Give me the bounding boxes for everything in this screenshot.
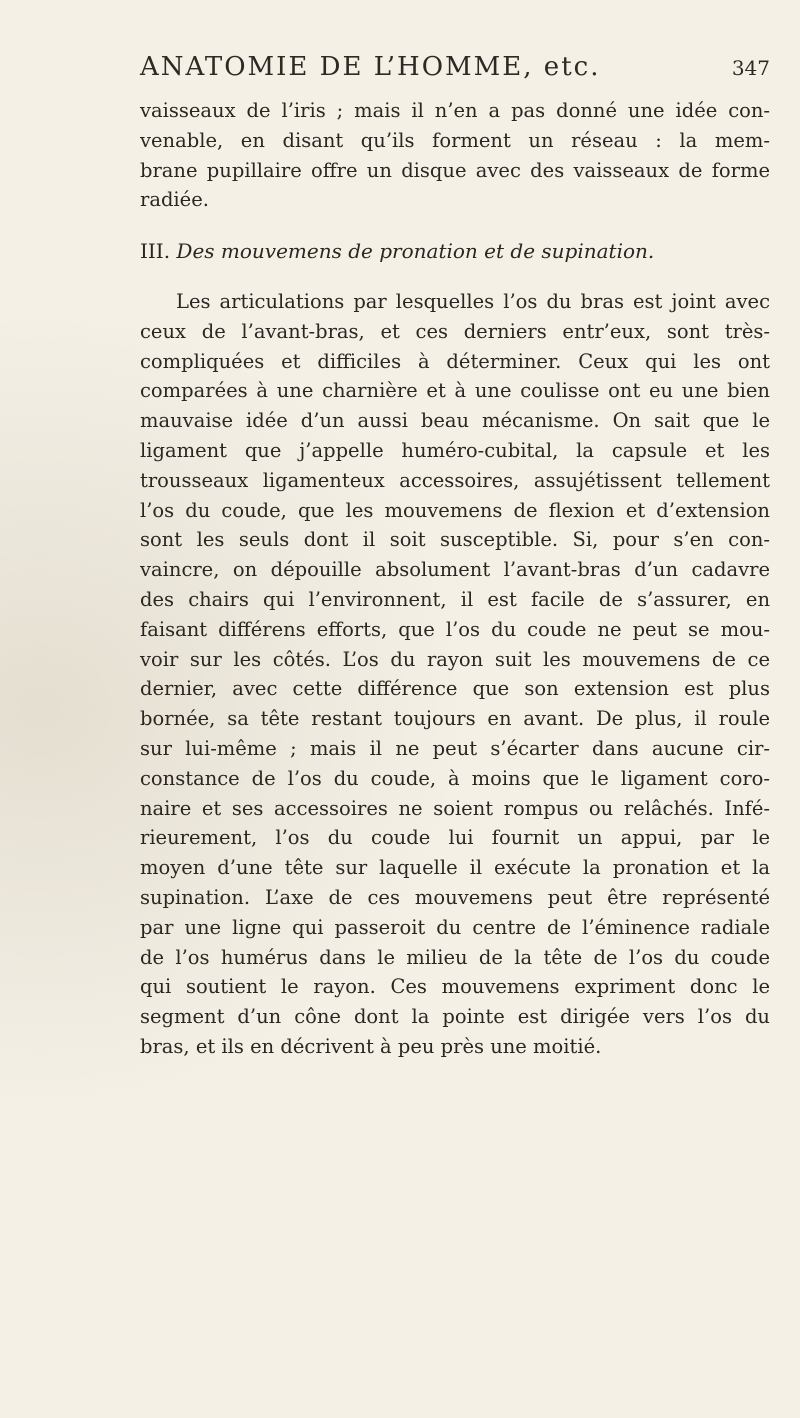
text-line: faisant différens efforts, que l’os du coude ne peut se mou-	[140, 617, 770, 641]
text-line: naire et ses accessoires ne soient rompus ou relâchés. Infé-	[140, 796, 770, 820]
text-line: vaincre, on dépouille absolument l’avant-bras d’un cadavre	[140, 558, 770, 582]
paragraph-1	[140, 96, 770, 215]
text-line: voir sur les côtés. L’os du rayon suit les mouvemens de ce	[140, 647, 770, 671]
text-line: constance de l’os du coude, à moins que le ligament coro-	[140, 766, 770, 790]
text-line: dernier, avec cette différence que son extension est plus	[140, 677, 770, 701]
text-line: des chairs qui l’environnent, il est facile de s’assurer, en	[140, 587, 770, 611]
text-line: de l’os humérus dans le milieu de la tête de l’os du coude	[140, 945, 770, 969]
text-line: bras, et ils en décrivent à peu près une moitié.	[140, 1034, 602, 1058]
text-line: moyen d’une tête sur laquelle il exécute la pronation et la	[140, 856, 770, 880]
text-line: rieurement, l’os du coude lui fournit un appui, par le	[140, 826, 770, 850]
text-line: supination. L’axe de ces mouvemens peut être représenté	[140, 885, 770, 909]
paragraph-2	[140, 287, 770, 1062]
text-line: comparées à une charnière et à une coulisse ont eu une bien	[140, 379, 770, 403]
section-title: Des mouvemens de pronation et de supination.	[176, 239, 655, 264]
text-line: compliquées et difficiles à déterminer. Ceux qui les ont	[140, 349, 770, 373]
text-line: par une ligne qui passeroit du centre de l’éminence radiale	[140, 915, 770, 939]
section-heading	[140, 237, 770, 267]
text-line: venable, en disant qu’ils forment un réseau : la mem-	[140, 128, 770, 152]
text-line: qui soutient le rayon. Ces mouvemens expriment donc le	[140, 975, 770, 999]
page-body	[140, 96, 770, 1062]
text-line: mauvaise idée d’un aussi beau mécanisme. On sait que le	[140, 409, 770, 433]
text-line: segment d’un cône dont la pointe est dirigée vers l’os du	[140, 1005, 770, 1029]
text-line: Les articulations par lesquelles l’os du bras est joint avec	[176, 289, 770, 313]
text-line: trousseaux ligamenteux accessoires, assujétissent tellement	[140, 468, 770, 492]
text-line: vaisseaux de l’iris ; mais il n’en a pas donné une idée con-	[140, 99, 770, 122]
text-line: brane pupillaire offre un disque avec des vaisseaux de forme	[140, 158, 770, 182]
section-number: III.	[140, 239, 171, 264]
text-line: sont les seuls dont il soit susceptible. Si, pour s’en con-	[140, 528, 770, 552]
text-line: l’os du coude, que les mouvemens de flexion et d’extension	[140, 498, 770, 522]
running-header	[140, 52, 770, 82]
text-line: bornée, sa tête restant toujours en avant. De plus, il roule	[140, 707, 770, 731]
text-line: radiée.	[140, 188, 209, 212]
text-line: ceux de l’avant-bras, et ces derniers entr’eux, sont très-	[140, 319, 770, 343]
text-line: sur lui-même ; mais il ne peut s’écarter dans aucune cir-	[140, 736, 770, 760]
running-title: ANATOMIE DE L’HOMME, etc.	[140, 52, 601, 82]
page-number: 347	[731, 56, 770, 80]
text-line: ligament que j’appelle huméro-cubital, la capsule et les	[140, 438, 770, 462]
